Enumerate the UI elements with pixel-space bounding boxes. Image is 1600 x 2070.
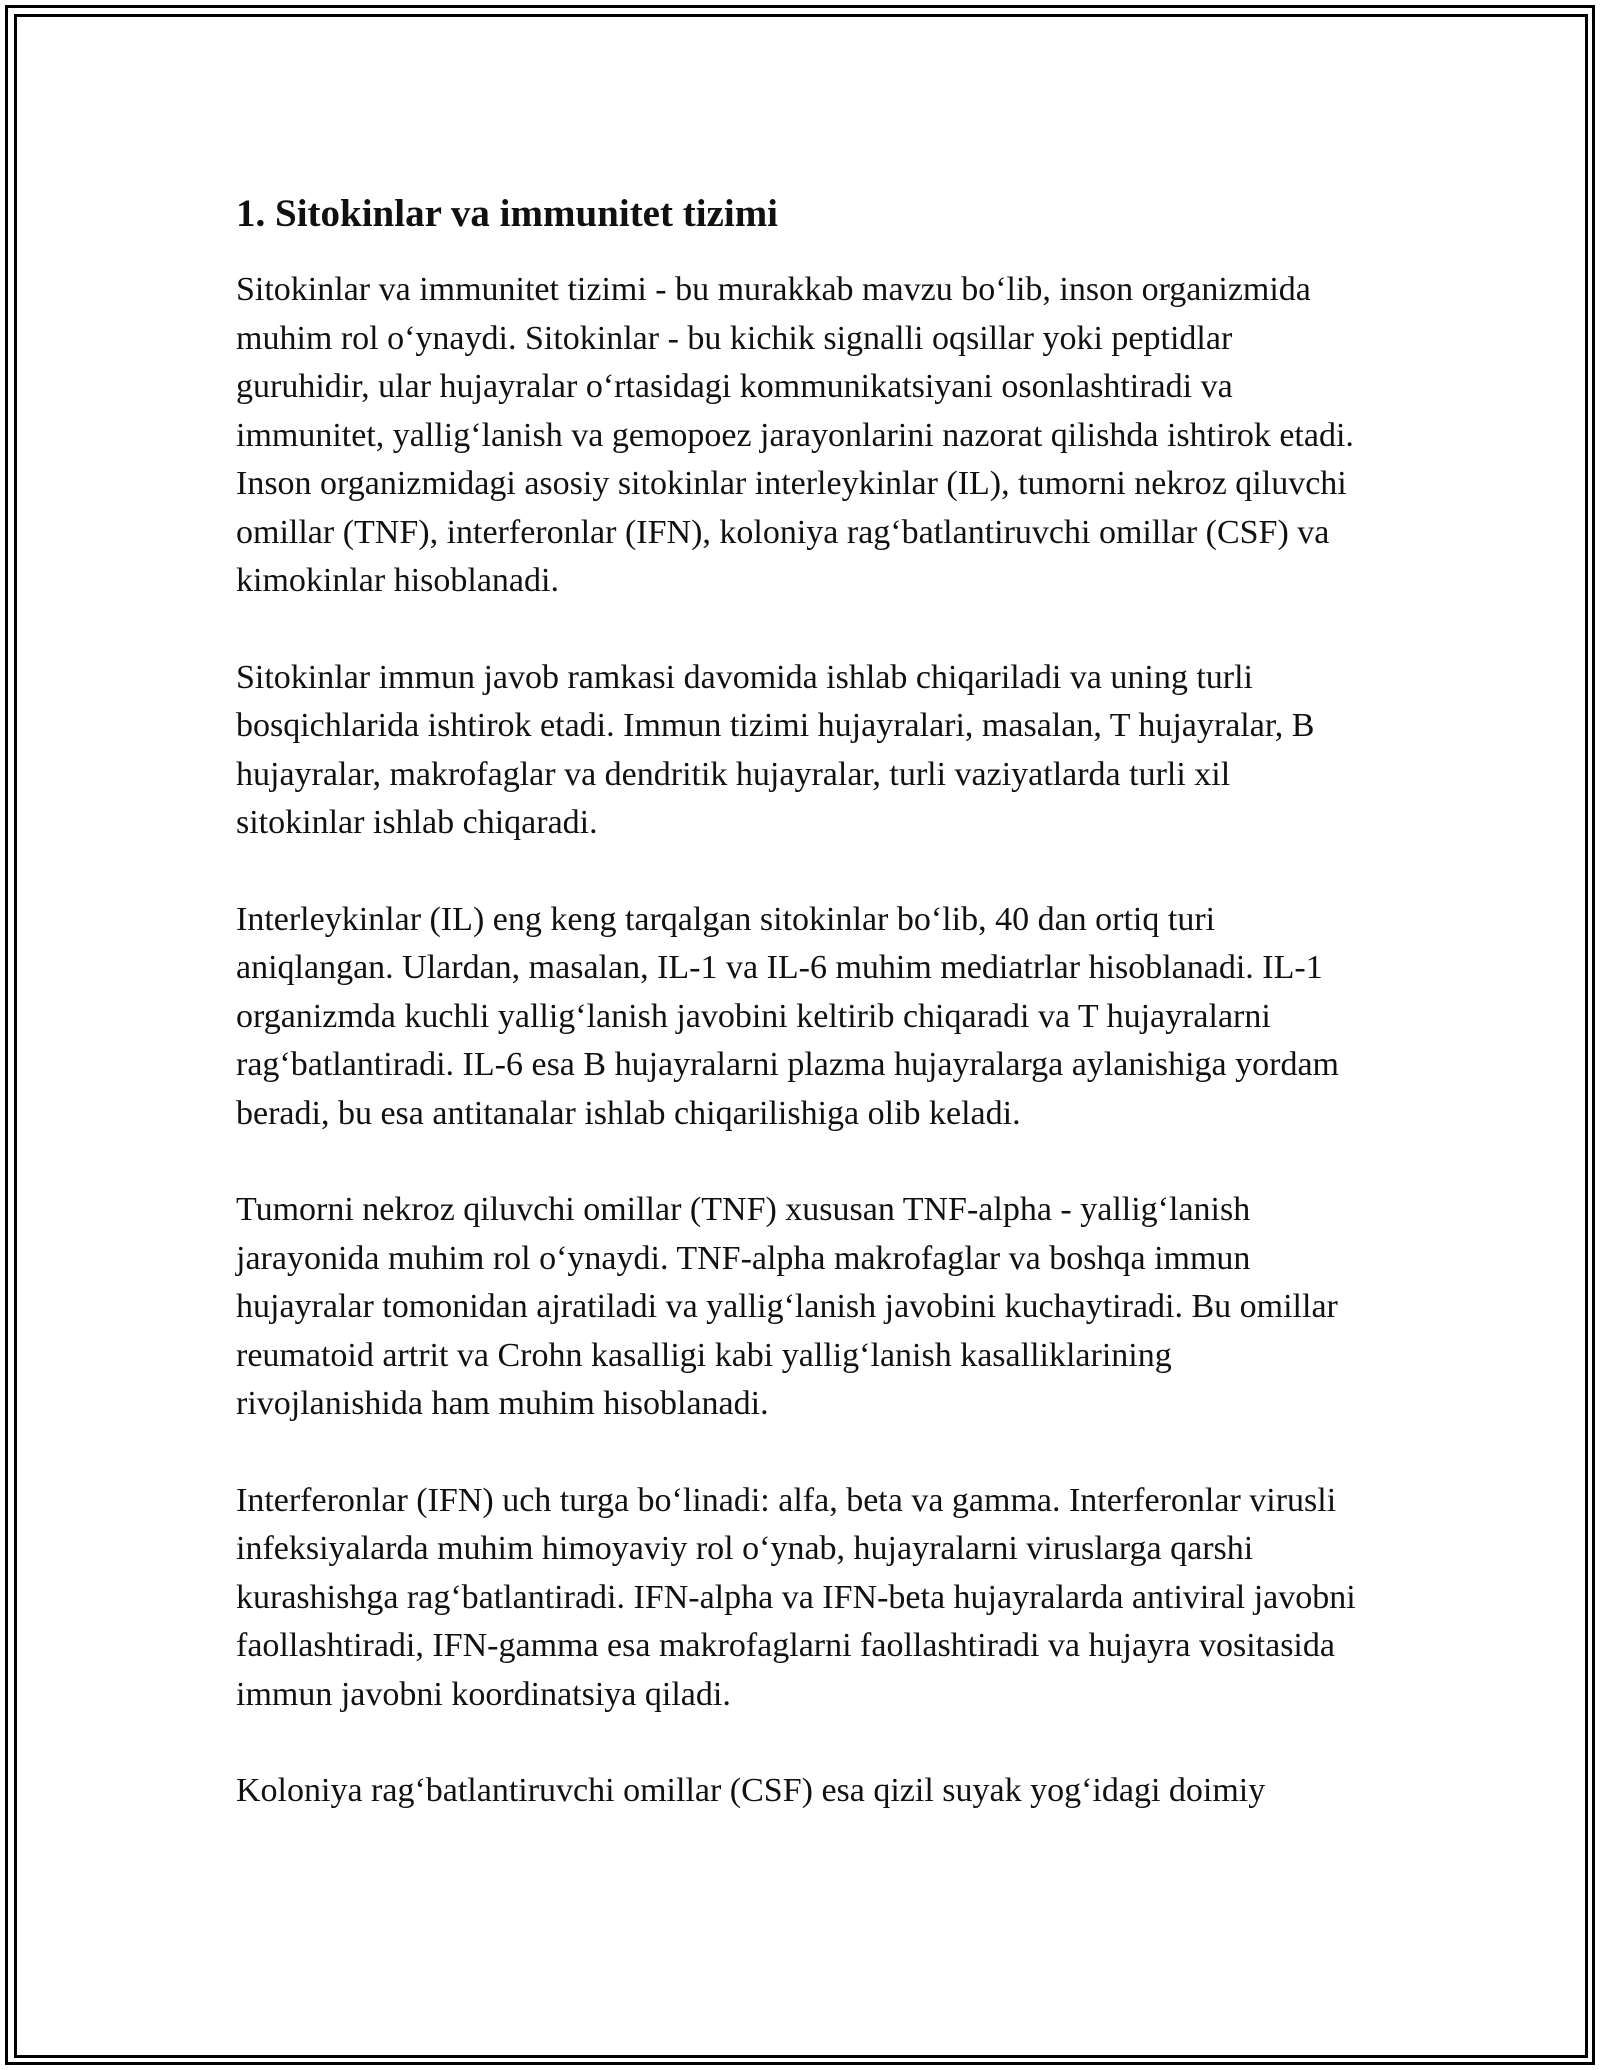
section-heading: 1. Sitokinlar va immunitet tizimi (236, 192, 779, 235)
paragraph-interleukins: Interleykinlar (IL) eng keng tarqalgan sitokinlar bo‘lib, 40 dan ortiq turi aniqlangan. Ulardan, masalan, IL-1 va IL-6 muhim mediatrlar hisoblanadi. IL-1 organizmda kuchli yallig‘lanish javobini keltirib chiqaradi va T hujayralarni rag‘batlantiradi. IL-6 esa B hujayralarni plazma hujayralarga aylanishiga yordam beradi, bu esa antitanalar ishlab chiqarilishiga olib keladi. (236, 900, 1339, 1132)
paragraph-tnf: Tumorni nekroz qiluvchi omillar (TNF) xususan TNF-alpha - yallig‘lanish jarayonida muhim rol o‘ynaydi. TNF-alpha makrofaglar va boshqa immun hujayralar tomonidan ajratiladi va yallig‘lanish javobini kuchaytiradi. Bu omillar reumatoid artrit va Crohn kasalligi kabi yallig‘lanish kasalliklarining rivojlanishida ham muhim hisoblanadi. (236, 1191, 1338, 1422)
paragraph-intro: Sitokinlar va immunitet tizimi - bu murakkab mavzu bo‘lib, inson organizmida muhim rol o‘ynaydi. Sitokinlar - bu kichik signalli oqsillar yoki peptidlar guruhidir, ular hujayralar o‘rtasidagi kommunikatsiyani osonlashtiradi va immunitet, yallig‘lanish va gemopoez jarayonlarini nazorat qilishda ishtirok etadi. Inson organizmidagi asosiy sitokinlar interleykinlar (IL), tumorni nekroz qiluvchi omillar (TNF), interferonlar (IFN), koloniya rag‘batlantiruvchi omillar (CSF) va kimokinlar hisoblanadi. (236, 271, 1354, 599)
paragraph-interferons: Interferonlar (IFN) uch turga bo‘linadi: alfa, beta va gamma. Interferonlar virusli infeksiyalarda muhim himoyaviy rol o‘ynab, hujayralarni viruslarga qarshi kurashishga rag‘batlantiradi. IFN-alpha va IFN-beta hujayralarda antiviral javobni faollashtiradi, IFN-gamma esa makrofaglarni faollashtiradi va hujayra vositasida immun javobni koordinatsiya qiladi. (236, 1481, 1356, 1713)
paragraph-immune-response: Sitokinlar immun javob ramkasi davomida ishlab chiqariladi va uning turli bosqichlarida ishtirok etadi. Immun tizimi hujayralari, masalan, T hujayralar, B hujayralar, makrofaglar va dendritik hujayralar, turli vaziyatlarda turli xil sitokinlar ishlab chiqaradi. (236, 658, 1315, 841)
document-body (236, 188, 1366, 1864)
paragraph-csf: Koloniya rag‘batlantiruvchi omillar (CSF) esa qizil suyak yog‘idagi doimiy (236, 1772, 1266, 1809)
